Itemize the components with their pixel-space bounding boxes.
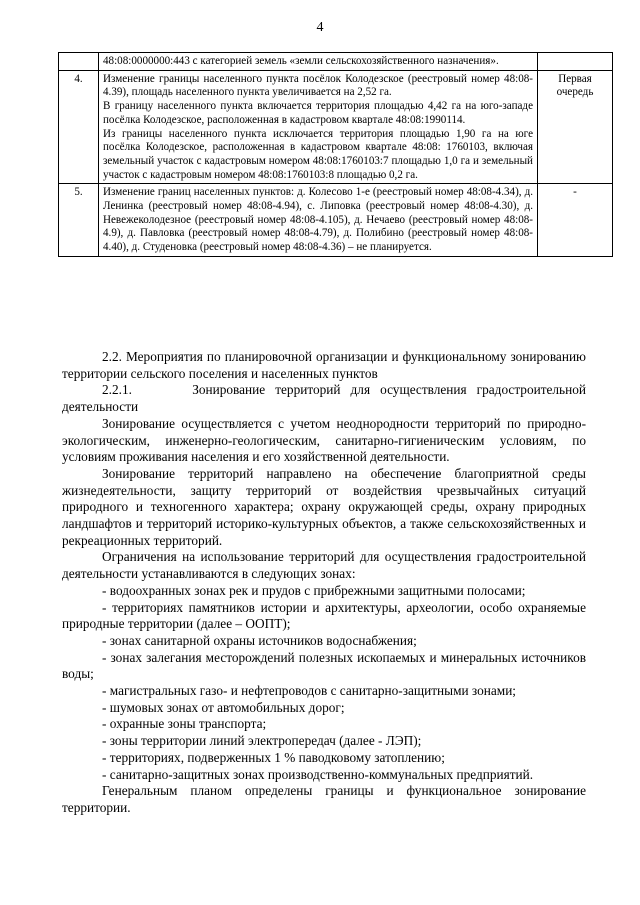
list-item: - зонах залегания месторождений полезных ископаемых и минеральных источников воды;	[62, 649, 586, 682]
measures-table	[58, 52, 613, 257]
row-queue-cell	[538, 53, 613, 71]
row-queue-cell: -	[538, 184, 613, 257]
subsection-number: 2.2.1.	[102, 382, 132, 398]
row-description-text: В границу населенного пункта включается территория площадью 4,42 га на юго-западе посёлка Колодезское, расположенная в кадастровом квартале 48:08:1990114.	[103, 100, 533, 126]
list-item: - территориях, подверженных 1 % паводковому затоплению;	[102, 749, 445, 765]
subsection-heading	[62, 382, 586, 415]
paragraph: Генеральным планом определены границы и функциональное зонирование территории.	[62, 783, 586, 815]
row-description-text: 48:08:0000000:443 с категорией земель «земли сельскохозяйственного назначения».	[103, 55, 499, 67]
paragraph: Зонирование осуществляется с учетом неоднородности территорий по природно-экологическим, инженерно-геологическим, санитарно-гигиеническим условиям, по условиям проживания населения и его хозяйственной деятельности.	[62, 415, 586, 465]
list-item: - шумовых зонах от автомобильных дорог;	[102, 699, 345, 715]
row-queue-cell: Первая очередь	[538, 70, 613, 184]
list-item: - водоохранных зонах рек и прудов с прибрежными защитными полосами;	[102, 582, 526, 598]
list-item: - санитарно-защитных зонах производственно-коммунальных предприятий.	[102, 766, 534, 782]
table-row	[59, 70, 613, 184]
row-description-cell	[99, 184, 538, 257]
row-number-cell: 4.	[59, 70, 99, 184]
list-item: - территориях памятников истории и архитектуры, археологии, особо охраняемые природные территории (далее – ООПТ);	[62, 599, 586, 632]
paragraph: Зонирование территорий направлено на обеспечение благоприятной среды жизнедеятельности, защиту территорий от воздействия чрезвычайных ситуаций природного и техногенного характера; охрану окружающей среды, охрану природных ландшафтов и территорий историко-культурных объектов, а также сельскохозяйственных и рекреационных территорий.	[62, 465, 586, 548]
row-description-text: Изменение границы населенного пункта посёлок Колодезское (реестровый номер 48:08-4.39), площадь населенного пункта увеличивается на 2,52 га.	[103, 72, 533, 99]
row-number-cell	[59, 53, 99, 71]
row-description-text: Из границы населенного пункта исключается территория площадью 1,90 га на юге посёлка Колодезское, расположенная в кадастровом квартале 48:08: 1760103, включая земельный участок с кадастровым номером 48:08:1760103:7 площадью 1,0 га и земельный участок с кадастровым номером 48:08:1760103:8 площадью 0,2 га.	[103, 127, 533, 181]
section-body	[62, 349, 586, 817]
page-number: 4	[316, 20, 324, 35]
row-description-cell	[99, 70, 538, 184]
row-description-cell	[99, 53, 538, 71]
list-item: - магистральных газо- и нефтепроводов с санитарно-защитными зонами;	[102, 683, 517, 699]
list-item: - зоны территории линий электропередач (далее - ЛЭП);	[102, 733, 422, 749]
table-row	[59, 184, 613, 257]
section-heading: 2.2. Мероприятия по планировочной организации и функциональному зонированию территории сельского поселения и населенных пунктов	[62, 349, 586, 381]
row-number-cell: 5.	[59, 184, 99, 257]
table-row	[59, 53, 613, 71]
list-item: - зонах санитарной охраны источников водоснабжения;	[102, 632, 417, 648]
list-item: - охранные зоны транспорта;	[102, 716, 267, 732]
row-description-text: Изменение границ населенных пунктов: д. Колесово 1-е (реестровый номер 48:08-4.34), д. Ленинка (реестровый номер 48:08-4.94), с. Липовка (реестровый номер 48:08-4.30), д. Невежеколодезное (реестровый номер 48:08-4.105), д. Нечаево (реестровый номер 48:08-4.9), д. Павловка (реестровый номер 48:08-4.79), д. Полибино (реестровый номер 48:08-4.40), д. Студеновка (реестровый номер 48:08-4.36) – не планируется.	[103, 186, 533, 254]
paragraph: Ограничения на использование территорий для осуществления градостроительной деятельности устанавливаются в следующих зонах:	[62, 549, 586, 582]
subsection-title: Зонирование территорий для осуществления градостроительной деятельности	[62, 382, 586, 415]
